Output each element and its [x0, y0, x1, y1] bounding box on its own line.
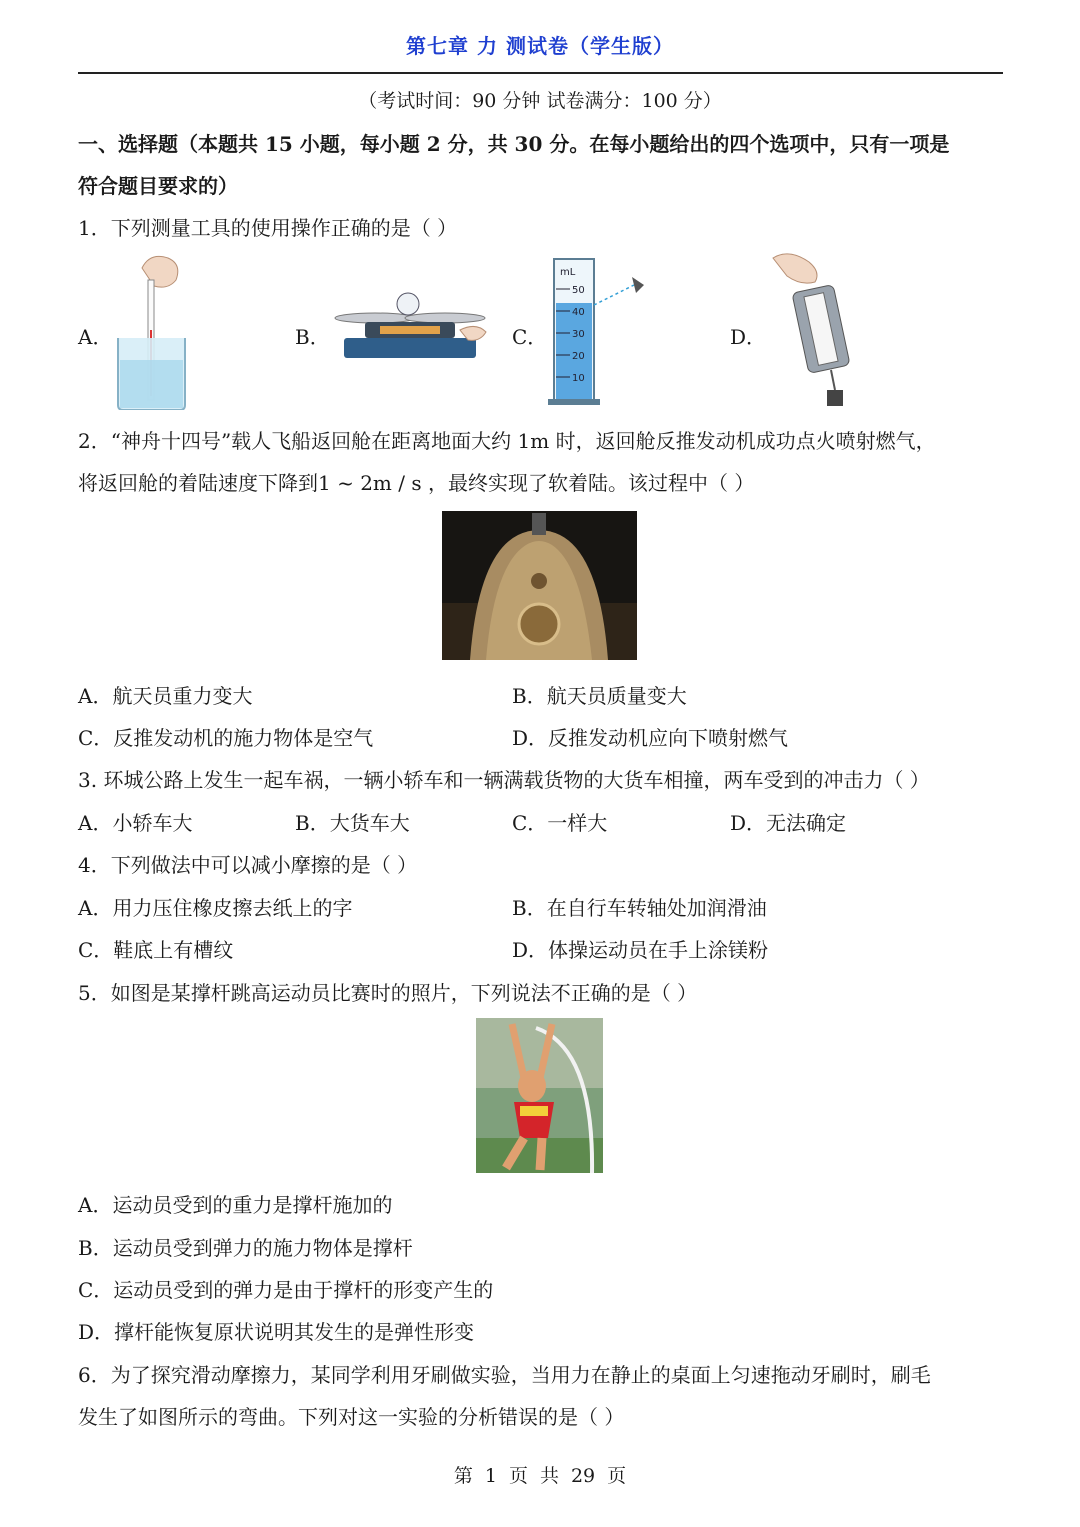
cylinder-tick-label: 30 [572, 329, 585, 340]
page-title: 第七章 力 测试卷（学生版） [406, 34, 674, 58]
section-heading-line1: 一、选择题（本题共 15 小题，每小题 2 分，共 30 分。在每小题给出的四个选项中，只有一项是 [78, 132, 950, 156]
footer-total-pages: 29 [570, 1465, 596, 1487]
return-capsule-photo [442, 511, 637, 660]
q5-option-a: A．运动员受到的重力是撑杆施加的 [78, 1193, 393, 1217]
q3-stem: 3. 环城公路上发生一起车祸，一辆小轿车和一辆满载货物的大货车相撞，两车受到的冲击力（ ） [78, 768, 930, 792]
q4-stem: 4．下列做法中可以减小摩擦的是（ ） [78, 853, 418, 877]
footer-word: 页 [607, 1465, 627, 1487]
q1-option-a-label: A． [78, 325, 113, 349]
spring-scale-figure [765, 248, 875, 413]
cylinder-tick-label: 40 [572, 307, 585, 318]
q4-option-a: A．用力压住橡皮擦去纸上的字 [78, 896, 353, 920]
cylinder-tick-label: 50 [572, 285, 585, 296]
cylinder-unit-label: mL [560, 267, 576, 278]
q5-option-b: B．运动员受到弹力的施力物体是撑杆 [78, 1236, 413, 1260]
q4-option-c: C．鞋底上有槽纹 [78, 938, 234, 962]
q6-stem-line2: 发生了如图所示的弯曲。下列对这一实验的分析错误的是（ ） [78, 1405, 625, 1429]
page-footer [0, 1461, 1080, 1488]
cylinder-tick-label: 20 [572, 351, 585, 362]
q1-stem: 1．下列测量工具的使用操作正确的是（ ） [78, 216, 458, 240]
cylinder-tick-label: 10 [572, 373, 585, 384]
q2-option-b: B．航天员质量变大 [512, 684, 687, 708]
footer-word: 第 [453, 1465, 473, 1487]
q5-option-d: D．撑杆能恢复原状说明其发生的是弹性形变 [78, 1320, 475, 1344]
exam-info: （考试时间：90 分钟 试卷满分：100 分） [358, 90, 722, 112]
q5-option-c: C．运动员受到的弹力是由于撑杆的形变产生的 [78, 1278, 494, 1302]
q1-option-b-label: B． [295, 325, 330, 349]
q2-option-d: D．反推发动机应向下喷射燃气 [512, 726, 789, 750]
q4-option-d: D．体操运动员在手上涂镁粉 [512, 938, 769, 962]
graduated-cylinder-figure [548, 255, 658, 407]
footer-word: 共 [539, 1465, 559, 1487]
q2-option-a: A．航天员重力变大 [78, 684, 253, 708]
footer-word: 页 [508, 1465, 528, 1487]
q4-option-b: B．在自行车转轴处加润滑油 [512, 896, 767, 920]
thermometer-beaker-figure [110, 250, 195, 410]
header-divider [78, 72, 1003, 74]
q3-option-a: A．小轿车大 [78, 811, 193, 835]
q3-option-c: C．一样大 [512, 811, 608, 835]
q5-stem: 5．如图是某撑杆跳高运动员比赛时的照片，下列说法不正确的是（ ） [78, 981, 698, 1005]
q1-option-d-label: D． [730, 325, 767, 349]
q3-option-d: D．无法确定 [730, 811, 847, 835]
section-heading-line2: 符合题目要求的） [78, 174, 238, 198]
q2-stem-line1: 2．“神舟十四号”载人飞船返回舱在距离地面大约 1m 时，返回舱反推发动机成功点火喷射燃气， [78, 429, 936, 453]
q3-option-b: B．大货车大 [295, 811, 410, 835]
q1-option-c-label: C． [512, 325, 548, 349]
q6-stem-line1: 6．为了探究滑动摩擦力，某同学利用牙刷做实验，当用力在静止的桌面上匀速拖动牙刷时，刷毛 [78, 1363, 931, 1387]
q2-option-c: C．反推发动机的施力物体是空气 [78, 726, 374, 750]
footer-page-number: 1 [484, 1465, 497, 1487]
balance-scale-figure [330, 288, 490, 368]
q2-stem-line2: 将返回舱的着陆速度下降到1 ~ 2m / s ，最终实现了软着陆。该过程中（ ） [78, 471, 755, 495]
pole-vault-photo [476, 1018, 603, 1173]
